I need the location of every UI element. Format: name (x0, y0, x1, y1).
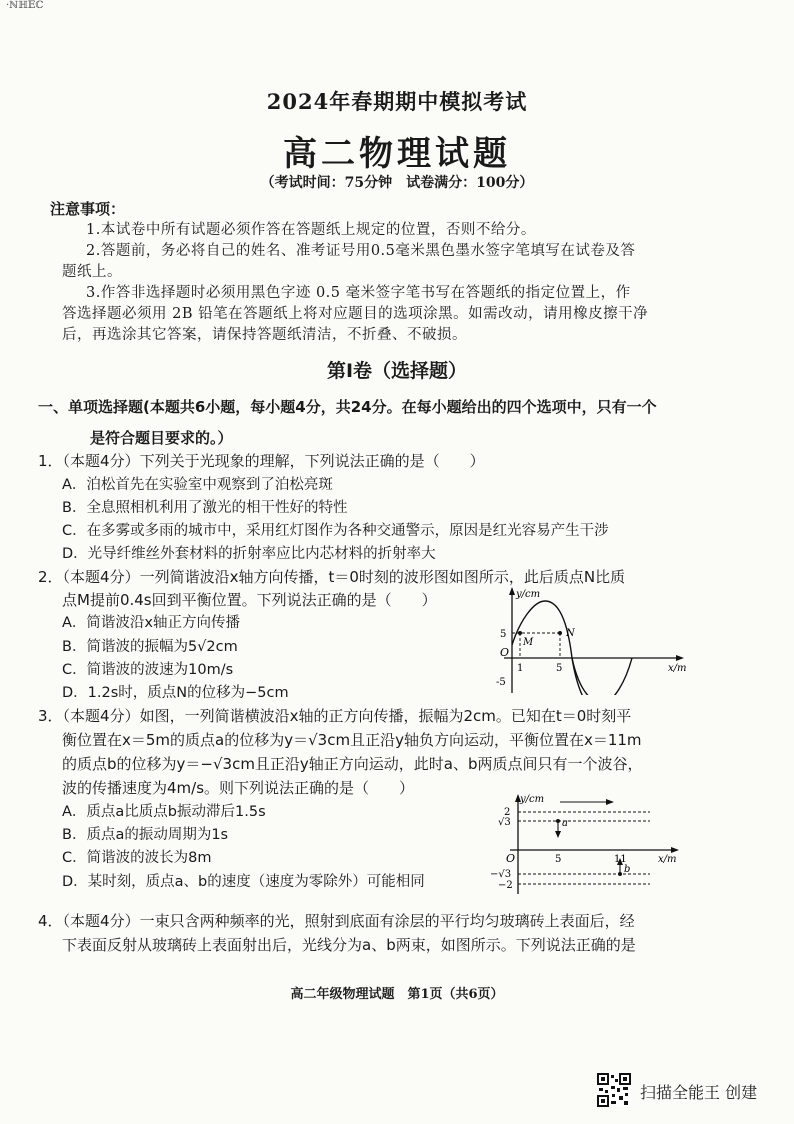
q2-label-m: M (523, 637, 534, 648)
q2-label-n: N (566, 628, 575, 639)
section-description (38, 392, 728, 454)
section-title: 第Ⅰ卷（选择题） (326, 360, 468, 382)
exam-title: 高二物理试题 (283, 134, 511, 174)
q3-label-a: a (562, 818, 568, 829)
q1-option-b: B．全息照相机利用了激光的相干性好的特性 (62, 500, 348, 516)
q2-tick-x1: 1 (517, 663, 524, 674)
q1-stem: 1．（本题4分）下列关于光现象的理解，下列说法正确的是（ ） (38, 452, 485, 470)
q3-tick-neg2: −2 (498, 880, 513, 891)
q3-x-label: x/m (658, 854, 677, 865)
q3-stem-line-3: 的质点b的位移为y＝−√3cm且正沿y轴正方向运动，此时a、b两质点间只有一个波谷， (62, 755, 643, 773)
section-desc-line-2: 是符合题目要求的。） (90, 429, 233, 447)
q2-wave-curve-2 (572, 658, 632, 695)
q3-stem-line-2: 衡位置在x＝5m的质点a的位移为y＝√3cm且正沿y轴负方向运动，平衡位置在x＝11m (62, 731, 642, 749)
q2-tick-5: 5 (500, 629, 507, 640)
q2-option-a: A．简谐波沿x轴正方向传播 (62, 615, 240, 631)
notice-item-1: 1.本试卷中所有试题必须作答在答题纸上规定的位置，否则不给分。 (86, 222, 536, 238)
q3-a-down-arrow-icon (555, 831, 561, 838)
notice-item-3: 3.作答非选择题时必须用黑色字迹 0.5 毫米签字笔书写在答题纸的指定位置上，作 (86, 285, 631, 301)
q3-label-b: b (624, 864, 631, 875)
q2-stem-line-2: 点M提前0.4s回到平衡位置。下列说法正确的是（ ） (62, 591, 437, 609)
q3-point-b (618, 872, 622, 876)
q2-option-d: D．1.2s时，质点N的位移为−5cm (62, 685, 289, 701)
exam-info: （考试时间：75分钟 试卷满分：100分） (260, 175, 534, 191)
q3-stem-line-1: 3．（本题4分）如图，一列简谐横波沿x轴的正方向传播，振幅为2cm。已知在t＝0时刻平 (38, 707, 632, 725)
q2-tick-x5: 5 (556, 663, 563, 674)
exam-subtitle: 2024年春期期中模拟考试 (266, 89, 528, 114)
q3-x-arrow-icon (671, 847, 679, 853)
notice-item-3-cont1: 答选择题必须用 2B 铅笔在答题纸上将对应题目的选项涂黑。如需改动，请用橡皮擦干净 (62, 306, 649, 322)
q2-wave-curve (512, 601, 602, 695)
q3-tick-x5: 5 (555, 854, 562, 865)
q2-x-arrow-icon (676, 655, 684, 661)
q3-y-label: y/cm (520, 794, 545, 805)
q4-stem-line-1: 4．（本题4分）一束只含两种频率的光，照射到底面有涂层的平行均匀玻璃砖上表面后，经 (38, 912, 635, 930)
section-desc-line-1: 一、单项选择题(本题共6小题，每小题4分，共24分。在每小题给出的四个选项中，只有一个 (38, 398, 657, 416)
q1-option-d: D．光导纤维丝外套材料的折射率应比内芯材料的折射率大 (62, 546, 436, 562)
notice-item-2-cont: 题纸上。 (62, 264, 122, 280)
q3-tick-2: 2 (504, 807, 511, 818)
q3-direction-arrow-icon (606, 799, 614, 805)
q3-point-a (556, 819, 560, 823)
q3-tick-sqrt3: √3 (498, 817, 511, 828)
q3-tick-x11: 11 (614, 854, 627, 865)
q3-origin: O (506, 852, 516, 865)
scanner-watermark: 扫描全能王 创建 (640, 1083, 758, 1102)
q2-x-label: x/m (668, 663, 687, 674)
corner-mark: ·ℕℍ𝔼ℂ (6, 0, 44, 11)
q3-option-b: B．质点a的振动周期为1s (62, 827, 229, 843)
q3-option-d: D．某时刻，质点a、b的速度（速度为零除外）可能相同 (62, 874, 425, 890)
q3-option-c: C．简谐波的波长为8m (62, 850, 212, 866)
q4-stem-line-2: 下表面反射从玻璃砖上表面射出后，光线分为a、b两束，如图所示。下列说法正确的是 (62, 936, 636, 954)
q2-wave-graph (490, 585, 690, 695)
q2-option-c: C．简谐波的波速为10m/s (62, 662, 234, 678)
q1-option-a: A．泊松首先在实验室中观察到了泊松亮斑 (62, 477, 333, 493)
q3-wave-graph (490, 792, 690, 896)
q2-y-label: y/cm (516, 589, 541, 600)
notice-heading: 注意事项： (50, 200, 126, 218)
q2-point-n (558, 631, 562, 635)
q3-stem-line-4: 波的传播速度为4m/s。则下列说法正确的是（ ） (62, 779, 415, 797)
qr-code-icon (597, 1073, 631, 1107)
q2-point-m (518, 631, 522, 635)
notice-item-3-cont2: 后，再选涂其它答案，请保持答题纸清洁，不折叠、不破损。 (62, 327, 467, 343)
page-footer: 高二年级物理试题 第1页（共6页） (290, 987, 504, 1002)
notice-item-2: 2.答题前，务必将自己的姓名、准考证号用0.5毫米黑色墨水签字笔填写在试卷及答 (86, 243, 636, 259)
q2-stem-line-1: 2．（本题4分）一列简谐波沿x轴方向传播，t＝0时刻的波形图如图所示，此后质点N比质 (38, 568, 626, 586)
q2-option-b: B．简谐波的振幅为5√2cm (62, 639, 238, 655)
q1-option-c: C．在多雾或多雨的城市中，采用红灯图作为各种交通警示，原因是红光容易产生干涉 (62, 523, 609, 539)
q3-option-a: A．质点a比质点b振动滞后1.5s (62, 804, 266, 820)
q2-origin: O (500, 646, 510, 659)
q2-y-arrow-icon (509, 587, 515, 595)
q2-tick-neg5: -5 (496, 677, 506, 688)
q3-tick-neg-sqrt3: −√3 (490, 869, 512, 880)
